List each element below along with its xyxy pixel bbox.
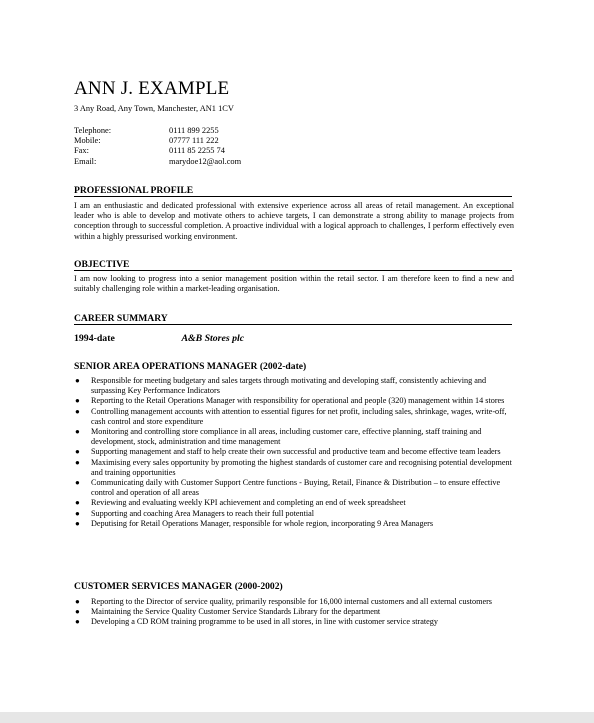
profile-text: I am an enthusiastic and dedicated professional with extensive experience across all areas of retail management. An exceptional leader who is able to develop and motivate others to achieve targets, I can demonstrate a strong ability to manage projects from conception through to successful completion. A proactive individual with a logical approach to challenges, I perform effectively even within a highly pressurised working environment. — [74, 201, 514, 241]
objective-heading: OBJECTIVE — [74, 259, 512, 271]
bullet-icon: ● — [75, 447, 80, 457]
career-date: 1994-date — [74, 333, 115, 344]
role-2-responsibilities — [74, 597, 514, 628]
list-item — [74, 376, 514, 396]
list-item-text: Monitoring and controlling store compliance in all areas, including customer care, effective planning, staff training and development, stock, administration and time management — [91, 427, 482, 447]
bullet-icon: ● — [75, 406, 80, 416]
contact-label: Email: — [74, 156, 97, 166]
objective-text: I am now looking to progress into a senior management position within the retail sector. I am therefore keen to find a new and suitably challenging role within a market-leading organisation. — [74, 274, 514, 294]
bullet-icon: ● — [75, 498, 80, 508]
list-item — [74, 617, 514, 627]
bullet-icon: ● — [75, 607, 80, 617]
contact-row-mobile — [74, 136, 241, 146]
list-item — [74, 519, 514, 529]
list-item — [74, 498, 514, 508]
bullet-icon: ● — [75, 617, 80, 627]
bullet-icon: ● — [75, 597, 80, 606]
contact-value: 0111 899 2255 — [169, 126, 219, 135]
bullet-icon: ● — [75, 457, 80, 467]
contact-row-email — [74, 157, 241, 167]
candidate-address: 3 Any Road, Any Town, Manchester, AN1 1CV — [74, 104, 234, 113]
list-item-text: Communicating daily with Customer Support Centre functions - Buying, Retail, Finance & Distribution – to ensure effective control and operation of all areas — [91, 478, 501, 498]
role-title-senior-area-operations-manager: SENIOR AREA OPERATIONS MANAGER (2002-date) — [74, 361, 307, 372]
list-item — [74, 407, 514, 427]
bullet-icon: ● — [75, 427, 80, 437]
list-item — [74, 396, 514, 406]
list-item-text: Reporting to the Retail Operations Manager with responsibility for operational and people (320) management within 14 stores — [91, 396, 505, 406]
list-item-text: Reporting to the Director of service quality, primarily responsible for 16,000 internal customers and all external customers — [91, 597, 492, 606]
list-item-text: Maintaining the Service Quality Customer Service Standards Library for the department — [91, 607, 381, 617]
role-1-responsibilities — [74, 376, 514, 529]
list-item — [74, 458, 514, 478]
list-item — [74, 447, 514, 457]
contact-row-fax — [74, 146, 241, 156]
bullet-icon: ● — [75, 478, 80, 488]
career-summary-heading: CAREER SUMMARY — [74, 313, 512, 325]
bullet-icon: ● — [75, 396, 80, 406]
candidate-name: ANN J. EXAMPLE — [74, 78, 230, 99]
list-item — [74, 478, 514, 498]
list-item-text: Maximising every sales opportunity by promoting the highest standards of customer care and recognising potential development and training opportunities — [91, 457, 512, 477]
list-item-text: Controlling management accounts with attention to essential figures for net profit, including sales, shrinkage, wages, write-off, cash control and store expenditure — [91, 406, 507, 426]
list-item — [74, 597, 514, 607]
list-item-text: Reviewing and evaluating weekly KPI achievement and completing an end of week spreadsheet — [91, 498, 406, 508]
list-item-text: Deputising for Retail Operations Manager, responsible for whole region, incorporating 9 Area Managers — [91, 518, 434, 528]
role-title-customer-services-manager: CUSTOMER SERVICES MANAGER (2000-2002) — [74, 581, 283, 592]
bullet-icon: ● — [75, 518, 80, 528]
contact-value: marydoe12@aol.com — [169, 156, 242, 166]
contact-row-telephone — [74, 126, 241, 136]
list-item — [74, 427, 514, 447]
list-item — [74, 509, 514, 519]
profile-heading: PROFESSIONAL PROFILE — [74, 185, 512, 197]
list-item — [74, 607, 514, 617]
list-item-text: Responsible for meeting budgetary and sales targets through motivating and developing staff, consistently achieving and surpassing Key Performance Indicators — [91, 376, 487, 396]
list-item-text: Supporting and coaching Area Managers to reach their full potential — [91, 508, 315, 518]
contact-value: 0111 85 2255 74 — [169, 146, 225, 156]
contact-value: 07777 111 222 — [169, 136, 219, 146]
bullet-icon: ● — [75, 508, 80, 518]
contact-details — [74, 126, 241, 167]
list-item-text: Developing a CD ROM training programme to be used in all stores, in line with customer service strategy — [91, 617, 438, 627]
contact-label: Mobile: — [74, 136, 101, 146]
contact-label: Fax: — [74, 146, 89, 156]
contact-label: Telephone: — [74, 126, 112, 135]
list-item-text: Supporting management and staff to help create their own successful and productive team and become effective team leaders — [91, 447, 501, 457]
career-entry — [74, 333, 244, 344]
bullet-icon: ● — [75, 376, 80, 385]
career-company: A&B Stores plc — [181, 333, 245, 344]
